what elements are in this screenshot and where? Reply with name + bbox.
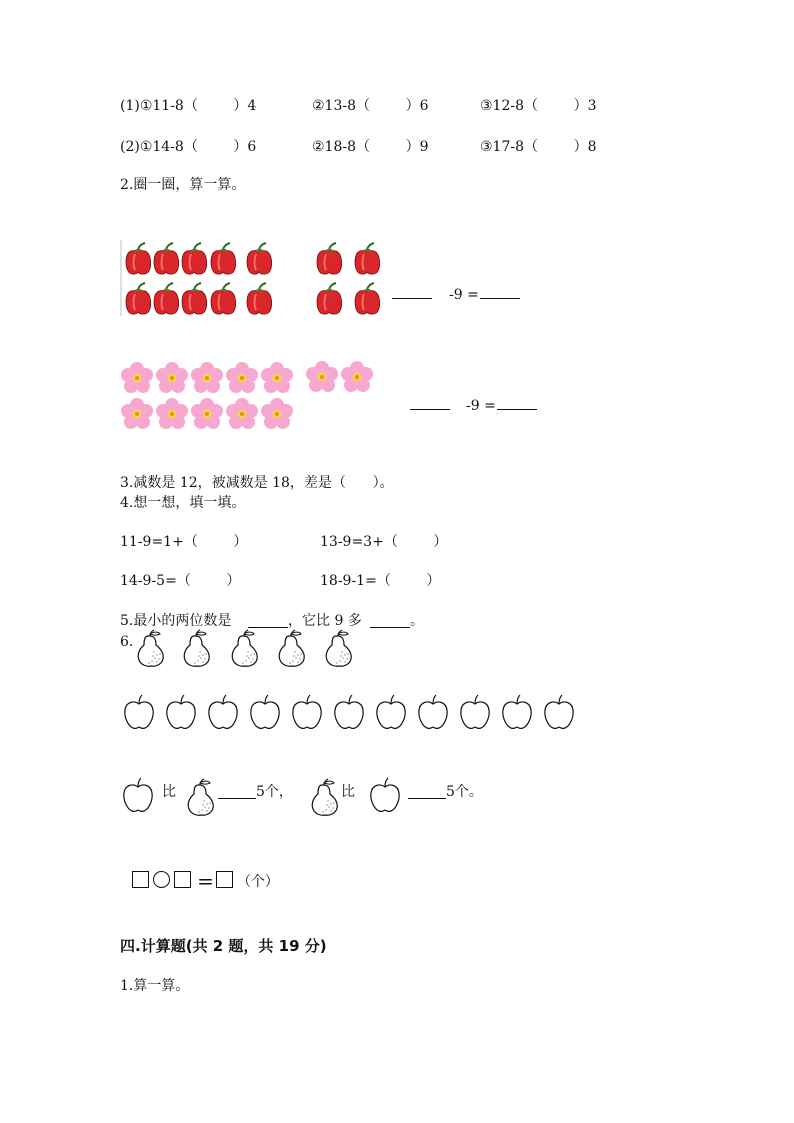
pear-icon [182, 777, 218, 821]
q6-number: 6. [120, 634, 134, 650]
q1-row1-item3: ③12-8（ ）3 [480, 98, 597, 114]
q1-row2-item3: ③17-8（ ）8 [480, 139, 597, 155]
section-4-title: 四.计算题(共 2 题，共 19 分) [120, 937, 327, 955]
q6-blank2[interactable] [408, 798, 446, 799]
pear-row [134, 628, 364, 672]
pear-images [134, 628, 364, 672]
q6-five-ge1: 5个， [256, 784, 293, 800]
q2-eq1-blank-right[interactable] [480, 298, 520, 299]
flower-images [118, 360, 383, 435]
q4-item4: 18-9-1=（ ） [320, 573, 441, 589]
operator-circle[interactable] [153, 871, 170, 888]
answer-box[interactable] [132, 871, 149, 888]
q4-item1: 11-9=1+（ ） [120, 534, 248, 550]
pepper-group [120, 238, 390, 320]
q5-part2: ，它比 9 多 [288, 613, 362, 629]
q1-row1-item1: (1)①11-8（ ）4 [120, 98, 257, 114]
q1-row2-item2: ②18-8（ ）9 [312, 139, 429, 155]
apple-images [120, 692, 584, 732]
q3-text: 3.减数是 12，被减数是 18，差是（ ）。 [120, 475, 394, 491]
answer-box[interactable] [174, 871, 191, 888]
q6-bi2: 比 [341, 784, 355, 800]
q2-eq2-op: -9 = [466, 398, 496, 414]
q6-bi1: 比 [162, 784, 176, 800]
q5-blank2[interactable] [370, 627, 410, 628]
q6-equation [122, 848, 279, 893]
equals-sign: = [197, 869, 214, 893]
flower-group [118, 360, 383, 435]
apple-icon [367, 776, 403, 816]
q2-eq2-blank-right[interactable] [497, 409, 537, 410]
calc-item1: 1.算一算。 [120, 978, 190, 994]
q1-row1-item2: ②13-8（ ）6 [312, 98, 429, 114]
q6-five-ge2: 5个。 [446, 784, 483, 800]
q1-row2-item1: (2)①14-8（ ）6 [120, 139, 257, 155]
q5-part3: 。 [410, 613, 424, 629]
q5-part1: 5.最小的两位数是 [120, 613, 232, 629]
apple-icon [120, 776, 156, 816]
answer-box[interactable] [216, 871, 233, 888]
q4-item2: 13-9=3+（ ） [320, 534, 448, 550]
q4-item3: 14-9-5=（ ） [120, 573, 241, 589]
pear-icon [306, 777, 342, 821]
q6-blank1[interactable] [218, 798, 256, 799]
pepper-images [120, 238, 390, 320]
q2-title: 2.圈一圈，算一算。 [120, 177, 246, 193]
q2-eq1-op: -9 = [449, 287, 479, 303]
q2-eq1-blank-left[interactable] [392, 298, 432, 299]
q4-title: 4.想一想，填一填。 [120, 495, 246, 511]
apple-row [120, 692, 584, 732]
q2-eq2-blank-left[interactable] [410, 409, 450, 410]
q6-unit: （个） [236, 874, 279, 890]
